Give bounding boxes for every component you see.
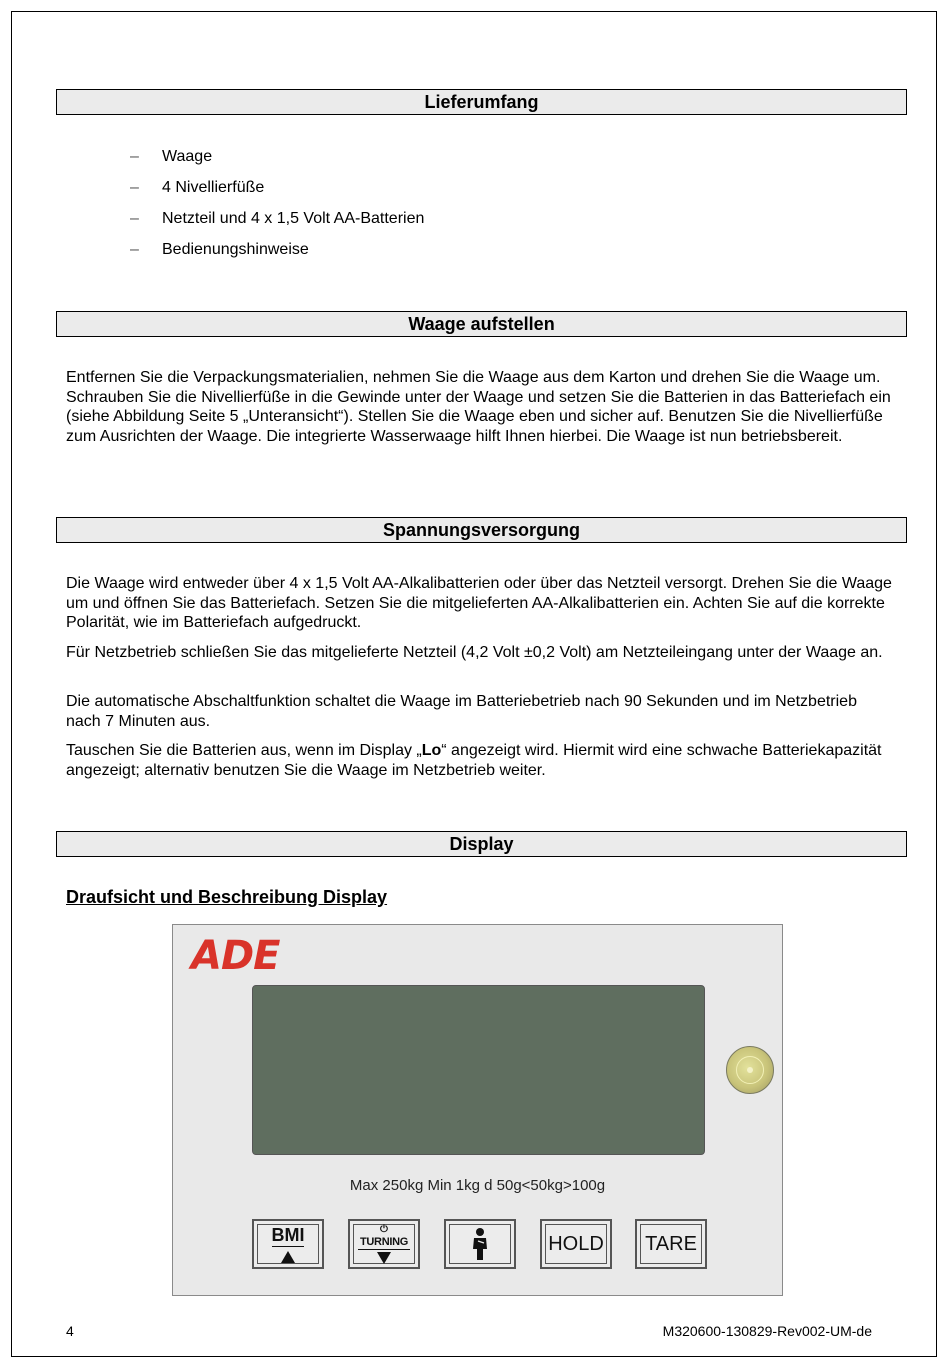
- section-heading-spannung: Spannungsversorgung: [56, 517, 907, 543]
- section-heading-aufstellen: Waage aufstellen: [56, 311, 907, 337]
- arrow-down-icon: [377, 1252, 391, 1264]
- hold-label: HOLD: [548, 1233, 604, 1255]
- tare-label: TARE: [645, 1233, 697, 1255]
- display-subheading: Draufsicht und Beschreibung Display: [66, 887, 388, 907]
- section-heading-display: Display: [56, 831, 907, 857]
- bmi-label: BMI: [271, 1225, 305, 1245]
- user-button[interactable]: [444, 1219, 516, 1269]
- lcd-screen: [252, 985, 705, 1155]
- turning-underline: [358, 1249, 410, 1250]
- tare-button[interactable]: [635, 1219, 707, 1269]
- list-item: – Netzteil und 4 x 1,5 Volt AA-Batterien: [130, 210, 425, 227]
- sensor-icon: [726, 1046, 774, 1094]
- list-item: – Bedienungshinweise: [130, 241, 309, 258]
- capacity-specs: Max 250kg Min 1kg d 50g<50kg>100g: [349, 1177, 606, 1194]
- person-icon: [470, 1227, 490, 1261]
- bmi-button[interactable]: [252, 1219, 324, 1269]
- list-item: – Waage: [130, 148, 213, 165]
- sensor-dot: [747, 1067, 753, 1073]
- lieferumfang-list: [130, 146, 424, 270]
- ade-logo: ADE: [191, 933, 280, 979]
- document-id: M320600-130829-Rev002-UM-de: [662, 1323, 872, 1339]
- hold-button[interactable]: [540, 1219, 612, 1269]
- display-panel: [172, 924, 783, 1296]
- aufstellen-paragraph: Entfernen Sie die Verpackungsmaterialien, nehmen Sie die Waage aus dem Karton und drehen Sie die Waage um. Schrauben Sie die Nivellierfüße in die Gewinde unter der Waage und setzen Sie die Batterien in das Batteriefach ein (siehe Abbildung Seite 5 „Unteransicht“). Stellen Sie die Waage eben und sicher auf. Benutzen Sie die Nivellierfüße zum Ausrichten der Waage. Die integrierte Wasserwaage hilft Ihnen hierbei. Die Waage ist nun betriebsbereit.: [66, 369, 891, 445]
- turning-button[interactable]: [348, 1219, 420, 1269]
- arrow-up-icon: [281, 1251, 295, 1263]
- spannung-paragraph-1: Die Waage wird entweder über 4 x 1,5 Volt AA-Alkalibatterien oder über das Netzteil versorgt. Drehen Sie die Waage um und öffnen Sie das Batteriefach. Setzen Sie die mitgelieferten AA-Alkalibatterien ein. Achten Sie auf die korrekte Polarität, wie im Batteriefach aufgedruckt.: [66, 575, 892, 632]
- list-item: – 4 Nivellierfüße: [130, 179, 265, 196]
- spannung-paragraph-4: Tauschen Sie die Batterien aus, wenn im Display „Lo“ angezeigt wird. Hiermit wird eine schwache Batteriekapazität angezeigt; alternativ benutzen Sie die Waage im Netzbetrieb weiter.: [66, 742, 882, 779]
- spannung-paragraph-3: Die automatische Abschaltfunktion schaltet die Waage im Batteriebetrieb nach 90 Sekunden und im Netzbetrieb nach 7 Minuten aus.: [66, 693, 857, 730]
- section-heading-lieferumfang: Lieferumfang: [56, 89, 907, 115]
- spannung-paragraph-2: Für Netzbetrieb schließen Sie das mitgelieferte Netzteil (4,2 Volt ±0,2 Volt) am Netzteileingang unter der Waage an.: [66, 644, 883, 661]
- lo-indicator-text: Lo: [421, 742, 442, 759]
- page-number: 4: [66, 1323, 74, 1339]
- turning-label: TURNING: [359, 1236, 408, 1248]
- bmi-underline: [272, 1246, 304, 1247]
- power-icon: ⏻: [380, 1224, 388, 1235]
